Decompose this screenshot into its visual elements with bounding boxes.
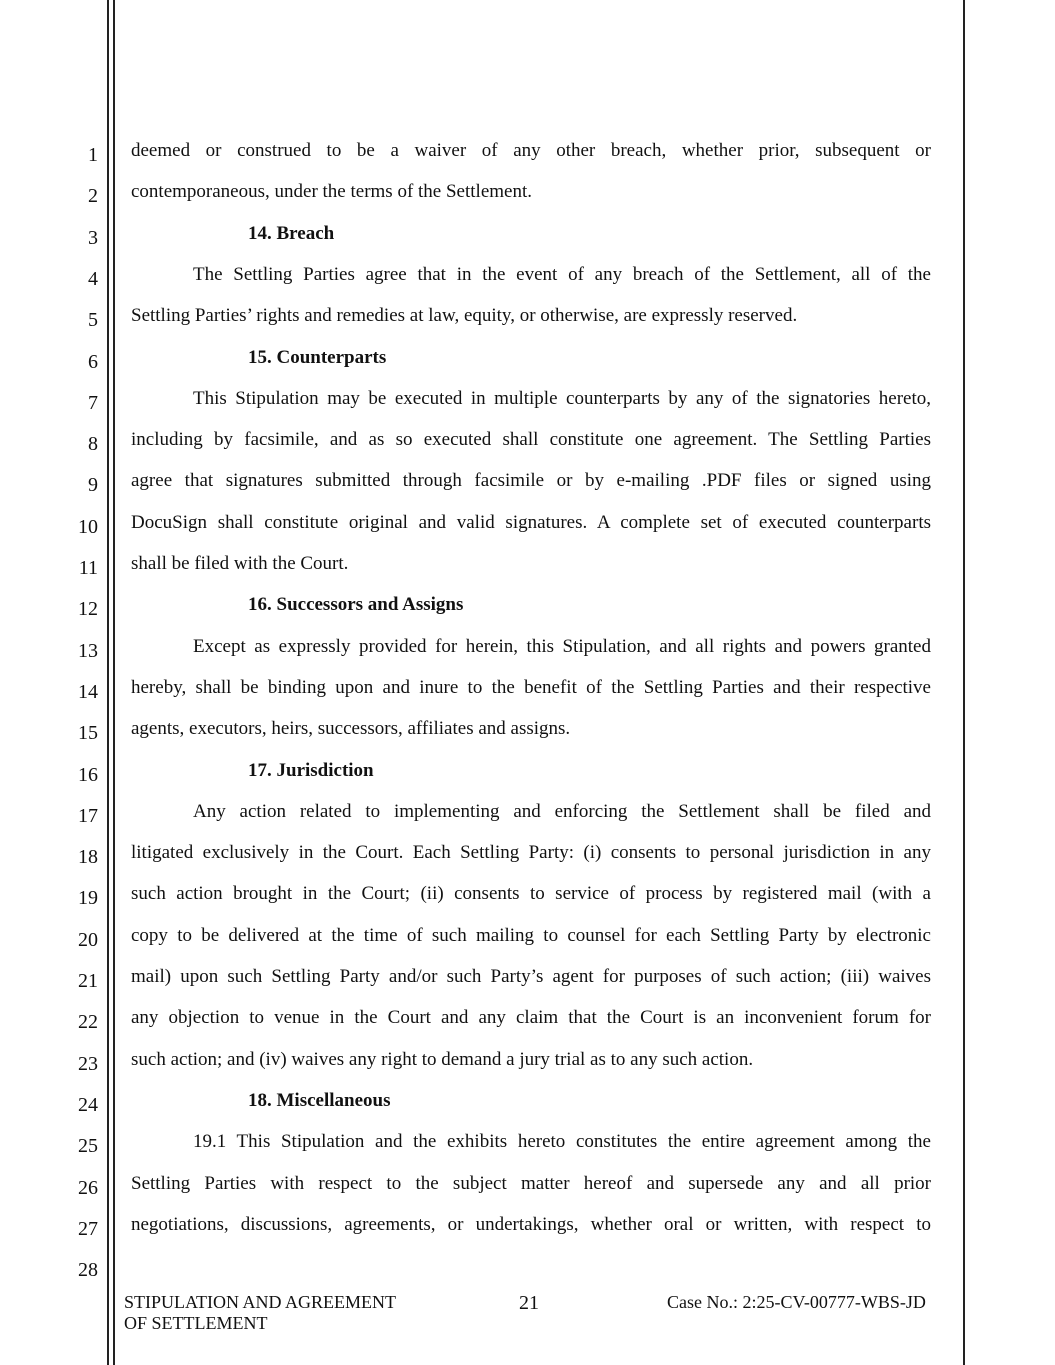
body-line: shall be filed with the Court. bbox=[131, 553, 349, 574]
footer-title-line-2: OF SETTLEMENT bbox=[124, 1313, 268, 1333]
right-margin-rule bbox=[963, 0, 965, 1365]
section-heading: 15. Counterparts bbox=[248, 346, 387, 368]
paragraph-first-line: The Settling Parties agree that in the event of any breach of the Settlement, all of the bbox=[193, 263, 931, 285]
line-number: 2 bbox=[88, 185, 98, 208]
body-line: any objection to venue in the Court and any claim that the Court is an inconvenient forum for bbox=[131, 1007, 931, 1029]
case-number: Case No.: 2:25-CV-00777-WBS-JD bbox=[667, 1292, 926, 1312]
paragraph-first-line: 19.1 This Stipulation and the exhibits hereto constitutes the entire agreement among the bbox=[193, 1131, 931, 1153]
body-line: deemed or construed to be a waiver of any other breach, whether prior, subsequent or bbox=[131, 140, 931, 161]
line-number: 20 bbox=[78, 928, 98, 951]
left-margin-rule-outer bbox=[107, 0, 109, 1365]
body-line: agree that signatures submitted through facsimile or by e-mailing .PDF files or signed using bbox=[131, 470, 931, 492]
paragraph-first-line: This Stipulation may be executed in multiple counterparts by any of the signatories hereto, bbox=[193, 387, 931, 409]
left-margin-rule-inner bbox=[113, 0, 115, 1365]
line-number: 6 bbox=[88, 350, 98, 373]
body-line: Settling Parties’ rights and remedies at law, equity, or otherwise, are expressly reserved. bbox=[131, 305, 798, 327]
line-number: 3 bbox=[88, 226, 98, 249]
line-number: 1 bbox=[88, 144, 98, 166]
section-heading: 17. Jurisdiction bbox=[248, 759, 374, 781]
line-number: 7 bbox=[88, 391, 98, 414]
body-line: hereby, shall be binding upon and inure to the benefit of the Settling Parties and their respective bbox=[131, 676, 931, 698]
body-line: such action; and (iv) waives any right to demand a jury trial as to any such action. bbox=[131, 1048, 754, 1070]
body-line: litigated exclusively in the Court. Each Settling Party: (i) consents to personal jurisdiction in any bbox=[131, 842, 931, 864]
line-number: 26 bbox=[78, 1176, 98, 1199]
body-line: negotiations, discussions, agreements, or undertakings, whether oral or written, with respect to bbox=[131, 1213, 931, 1235]
line-number: 28 bbox=[78, 1259, 98, 1282]
section-heading: 16. Successors and Assigns bbox=[248, 594, 464, 616]
line-number: 15 bbox=[78, 722, 98, 745]
line-number: 13 bbox=[78, 639, 98, 662]
line-number: 23 bbox=[78, 1052, 98, 1075]
body-line: DocuSign shall constitute original and valid signatures. A complete set of executed counterparts bbox=[131, 511, 931, 533]
line-number: 9 bbox=[88, 474, 98, 497]
body-line: copy to be delivered at the time of such mailing to counsel for each Settling Party by electronic bbox=[131, 924, 931, 946]
paragraph-first-line: Except as expressly provided for herein, this Stipulation, and all rights and powers granted bbox=[193, 635, 931, 657]
line-number: 17 bbox=[78, 804, 98, 827]
line-number: 16 bbox=[78, 763, 98, 786]
line-number: 5 bbox=[88, 309, 98, 332]
body-line: contemporaneous, under the terms of the Settlement. bbox=[131, 181, 532, 203]
section-heading: 18. Miscellaneous bbox=[248, 1089, 391, 1111]
line-number: 21 bbox=[78, 970, 98, 992]
line-number: 27 bbox=[78, 1217, 98, 1240]
line-number: 19 bbox=[78, 887, 98, 910]
line-number: 8 bbox=[88, 433, 98, 456]
footer-title-line-1: STIPULATION AND AGREEMENT bbox=[124, 1292, 396, 1312]
section-heading: 14. Breach bbox=[248, 222, 335, 244]
line-number: 24 bbox=[78, 1093, 98, 1116]
line-number: 18 bbox=[78, 846, 98, 869]
footer-document-title bbox=[124, 1292, 396, 1334]
body-line: agents, executors, heirs, successors, affiliates and assigns. bbox=[131, 718, 571, 740]
body-line: mail) upon such Settling Party and/or such Party’s agent for purposes of such action; (iii) waives bbox=[131, 966, 931, 987]
page-number: 21 bbox=[519, 1292, 539, 1314]
body-line: such action brought in the Court; (ii) consents to service of process by registered mail (with a bbox=[131, 883, 931, 905]
paragraph-first-line: Any action related to implementing and enforcing the Settlement shall be filed and bbox=[193, 800, 931, 822]
line-number: 14 bbox=[78, 680, 98, 703]
line-number: 4 bbox=[88, 267, 98, 290]
line-number: 25 bbox=[78, 1135, 98, 1158]
body-line: including by facsimile, and as so executed shall constitute one agreement. The Settling Parties bbox=[131, 429, 931, 451]
line-number: 11 bbox=[78, 557, 98, 579]
line-number: 10 bbox=[78, 515, 98, 538]
body-line: Settling Parties with respect to the subject matter hereof and supersede any and all prior bbox=[131, 1172, 931, 1194]
line-number: 22 bbox=[78, 1011, 98, 1034]
line-number: 12 bbox=[78, 598, 98, 621]
